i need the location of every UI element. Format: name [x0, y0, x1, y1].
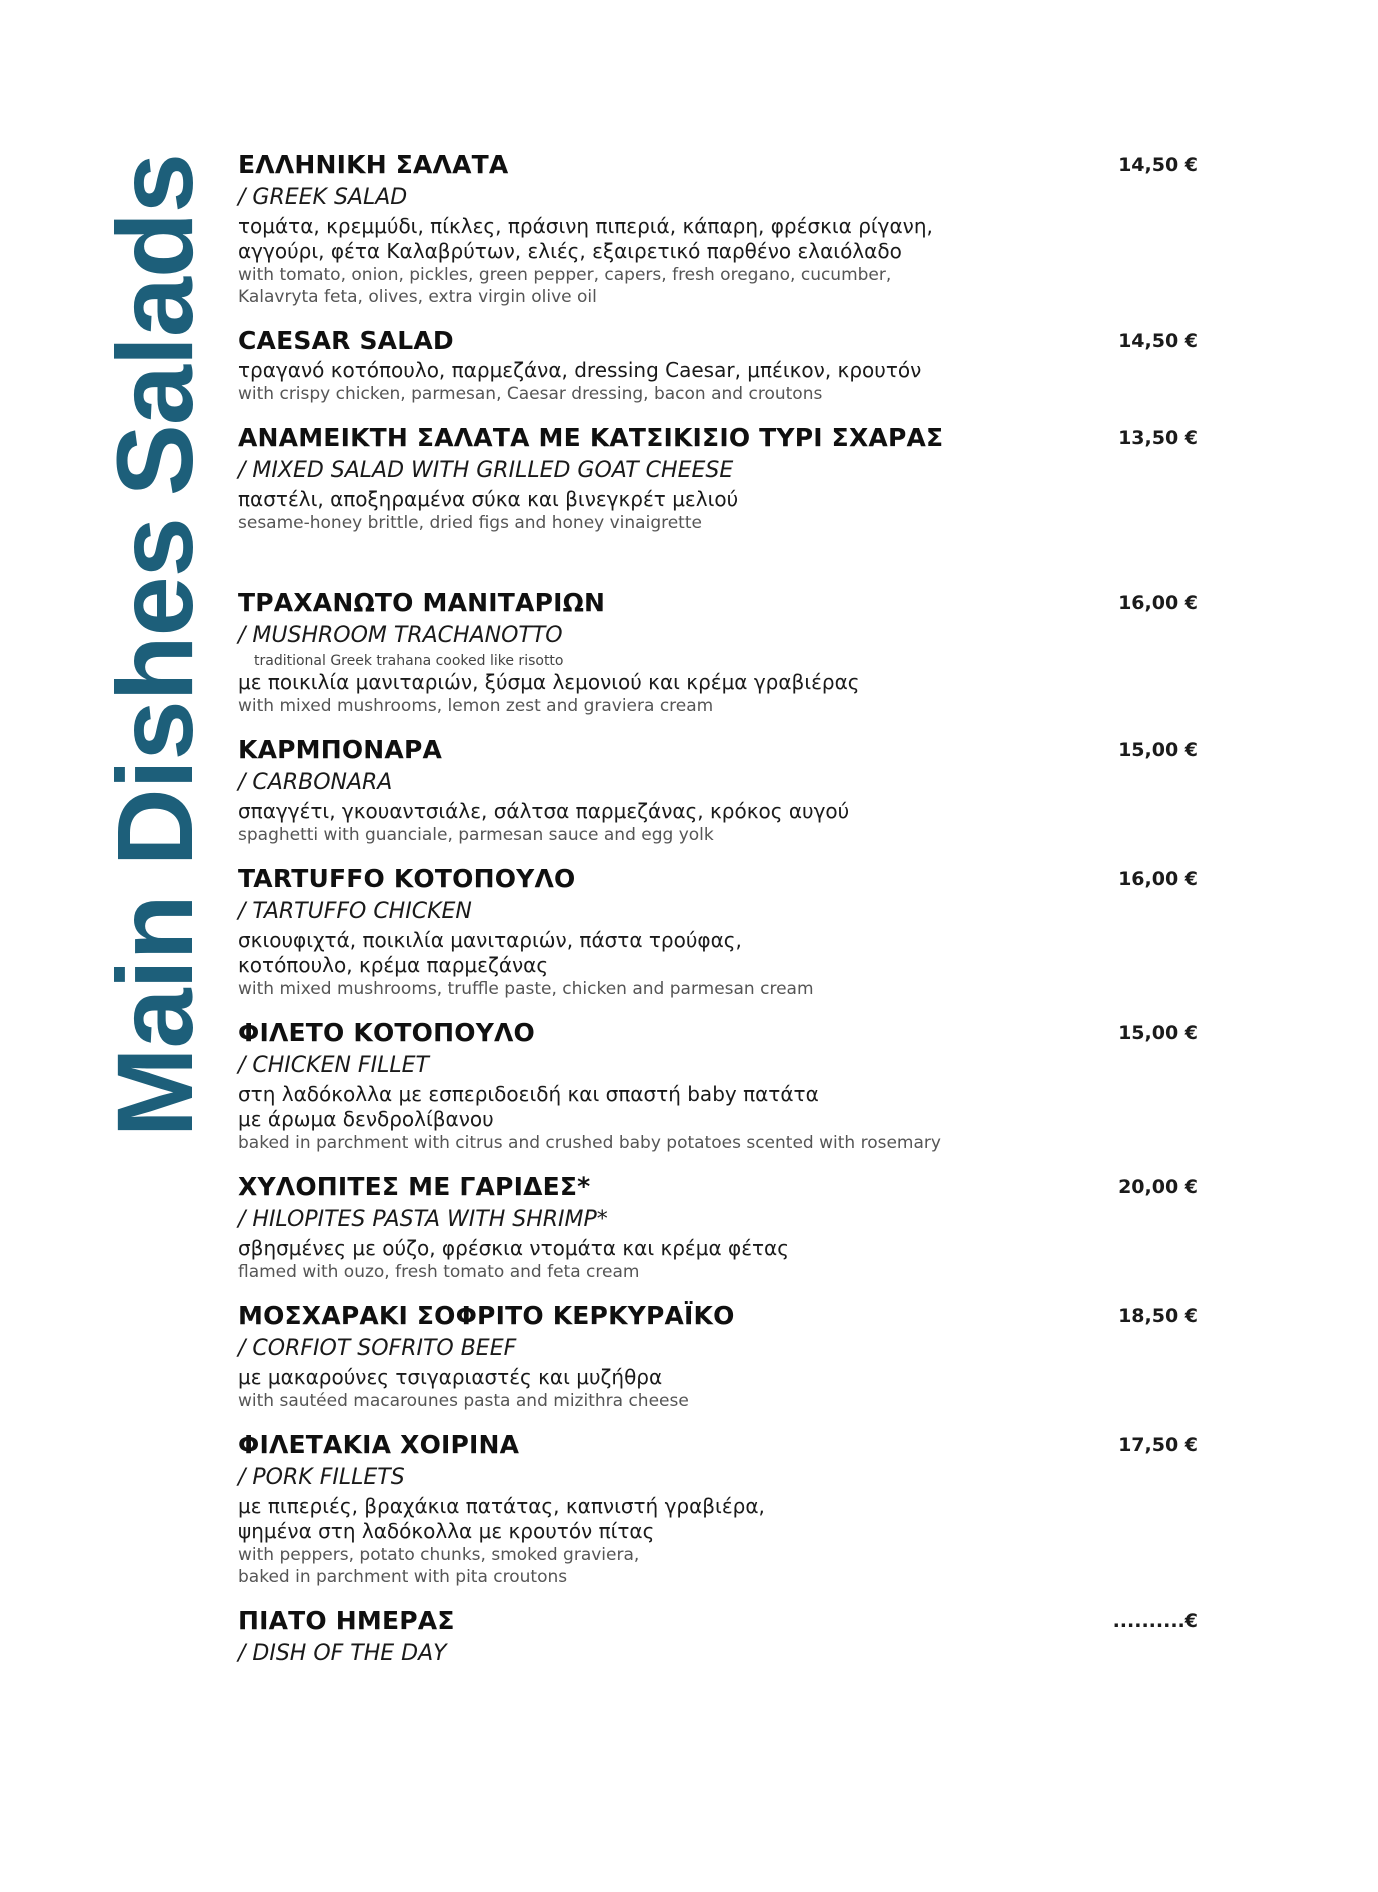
description-line: with sautéed macarounes pasta and mizithra cheese — [238, 1391, 689, 1411]
description-line: with crispy chicken, parmesan, Caesar dressing, bacon and croutons — [238, 384, 823, 404]
item-description-english — [238, 383, 998, 405]
item-subtitle: / DISH OF THE DAY — [238, 1641, 447, 1666]
description-line: με ποικιλία μανιταριών, ξύσμα λεμονιού και κρέμα γραβιέρας — [238, 670, 860, 694]
item-subtitle: / CARBONARA — [238, 770, 393, 795]
description-line: σβησμένες με ούζο, φρέσκια ντομάτα και κρέμα φέτας — [238, 1236, 789, 1260]
menu-item — [238, 862, 1198, 1000]
section-side-title — [94, 154, 215, 1354]
menu-item — [238, 1299, 1198, 1412]
item-note: traditional Greek trahana cooked like risotto — [254, 653, 564, 669]
description-line: παστέλι, αποξηραμένα σύκα και βινεγκρέτ μελιού — [238, 487, 739, 511]
item-description-greek — [238, 1365, 998, 1390]
description-line: baked in parchment with pita croutons — [238, 1567, 568, 1587]
item-description-greek — [238, 358, 998, 383]
item-title: ΦΙΛΕΤΑΚΙΑ ΧΟΙΡΙΝΑ — [238, 1430, 520, 1459]
item-price: 15,00 € — [1118, 1022, 1198, 1044]
item-description-greek — [238, 928, 998, 978]
item-subtitle: / CORFIOT SOFRITO BEEF — [238, 1336, 517, 1361]
item-description-greek — [238, 214, 998, 264]
description-line: τραγανό κοτόπουλο, παρμεζάνα, dressing Caesar, μπέικον, κρουτόν — [238, 358, 922, 382]
item-description-english — [238, 1132, 998, 1154]
item-subtitle: / HILOPITES PASTA WITH SHRIMP* — [238, 1207, 608, 1232]
item-description-greek — [238, 670, 998, 695]
item-title: CAESAR SALAD — [238, 326, 454, 355]
item-title: ΤΡΑΧΑΝΩΤΟ ΜΑΝΙΤΑΡΙΩΝ — [238, 588, 606, 617]
item-price: 15,00 € — [1118, 739, 1198, 761]
item-title: ΧΥΛΟΠΙΤΕΣ ΜΕ ΓΑΡΙΔΕΣ* — [238, 1172, 591, 1201]
item-description-english — [238, 1261, 998, 1283]
menu-item — [238, 421, 1198, 534]
item-subtitle: / CHICKEN FILLET — [238, 1053, 429, 1078]
item-price: 13,50 € — [1118, 427, 1198, 449]
item-description-greek — [238, 799, 998, 824]
item-price: 14,50 € — [1118, 330, 1198, 352]
item-title: ΜΟΣΧΑΡΑΚΙ ΣΟΦΡΙΤΟ ΚΕΡΚΥΡΑΪΚΟ — [238, 1301, 735, 1330]
item-description-greek — [238, 1082, 998, 1132]
menu-item — [238, 148, 1198, 308]
description-line: σπαγγέτι, γκουαντσιάλε, σάλτσα παρμεζάνας, κρόκος αυγού — [238, 799, 850, 823]
menu-item — [238, 1428, 1198, 1588]
menu — [238, 148, 1198, 1670]
description-line: with mixed mushrooms, truffle paste, chicken and parmesan cream — [238, 979, 814, 999]
item-description-english — [238, 978, 998, 1000]
item-description-greek — [238, 1236, 998, 1261]
item-title: TARTUFFO ΚΟΤΟΠΟΥΛΟ — [238, 864, 576, 893]
item-title: ΑΝΑΜΕΙΚΤΗ ΣΑΛΑΤΑ ΜΕ ΚΑΤΣΙΚΙΣΙΟ ΤΥΡΙ ΣΧΑΡΑΣ — [238, 423, 944, 452]
description-line: κοτόπουλο, κρέμα παρμεζάνας — [238, 953, 549, 977]
main-dishes-heading: Main Dishes — [94, 518, 215, 1138]
item-title: ΕΛΛΗΝΙΚΗ ΣΑΛΑΤΑ — [238, 150, 509, 179]
item-description-english — [238, 1544, 998, 1588]
description-line: with tomato, onion, pickles, green pepper, capers, fresh oregano, cucumber, — [238, 265, 892, 285]
item-description-english — [238, 1390, 998, 1412]
description-line: baked in parchment with citrus and crushed baby potatoes scented with rosemary — [238, 1133, 941, 1153]
item-price: 20,00 € — [1118, 1176, 1198, 1198]
description-line: flamed with ouzo, fresh tomato and feta cream — [238, 1262, 640, 1282]
menu-item — [238, 1604, 1198, 1670]
description-line: sesame-honey brittle, dried figs and honey vinaigrette — [238, 513, 702, 533]
description-line: ψημένα στη λαδόκολλα με κρουτόν πίτας — [238, 1519, 655, 1543]
item-subtitle: / TARTUFFO CHICKEN — [238, 899, 472, 924]
item-price: 16,00 € — [1118, 592, 1198, 614]
item-price: 14,50 € — [1118, 154, 1198, 176]
main-dishes-section — [238, 586, 1198, 1670]
menu-item — [238, 324, 1198, 405]
item-price: 18,50 € — [1118, 1305, 1198, 1327]
description-line: σκιουφιχτά, ποικιλία μανιταριών, πάστα τρούφας, — [238, 928, 742, 952]
salads-section — [238, 148, 1198, 534]
description-line: Kalavryta feta, olives, extra virgin olive oil — [238, 287, 597, 307]
description-line: spaghetti with guanciale, parmesan sauce and egg yolk — [238, 825, 714, 845]
description-line: τομάτα, κρεμμύδι, πίκλες, πράσινη πιπεριά, κάπαρη, φρέσκια ρίγανη, — [238, 214, 933, 238]
menu-item — [238, 1170, 1198, 1283]
item-title: ΠΙΑΤΟ ΗΜΕΡΑΣ — [238, 1606, 455, 1635]
salads-heading: Salads — [94, 154, 215, 497]
item-title: ΦΙΛΕΤΟ ΚΟΤΟΠΟΥΛΟ — [238, 1018, 535, 1047]
description-line: with mixed mushrooms, lemon zest and graviera cream — [238, 696, 714, 716]
item-description-greek — [238, 1494, 998, 1544]
item-subtitle: / GREEK SALAD — [238, 185, 408, 210]
description-line: με άρωμα δενδρολίβανου — [238, 1107, 494, 1131]
item-subtitle: / MIXED SALAD WITH GRILLED GOAT CHEESE — [238, 458, 734, 483]
item-price: ..........€ — [1112, 1610, 1198, 1632]
description-line: με μακαρούνες τσιγαριαστές και μυζήθρα — [238, 1365, 663, 1389]
menu-item — [238, 1016, 1198, 1154]
item-title: ΚΑΡΜΠΟΝΑΡΑ — [238, 735, 443, 764]
description-line: με πιπεριές, βραχάκια πατάτας, καπνιστή γραβιέρα, — [238, 1494, 765, 1518]
item-description-english — [238, 512, 998, 534]
item-description-english — [238, 264, 998, 308]
item-description-english — [238, 824, 998, 846]
item-subtitle: / MUSHROOM TRACHANOTTO — [238, 623, 563, 648]
description-line: στη λαδόκολλα με εσπεριδοειδή και σπαστή baby πατάτα — [238, 1082, 819, 1106]
item-description-english — [238, 695, 998, 717]
menu-item — [238, 733, 1198, 846]
menu-item — [238, 586, 1198, 717]
description-line: with peppers, potato chunks, smoked graviera, — [238, 1545, 640, 1565]
item-subtitle: / PORK FILLETS — [238, 1465, 405, 1490]
item-price: 17,50 € — [1118, 1434, 1198, 1456]
description-line: αγγούρι, φέτα Καλαβρύτων, ελιές, εξαιρετικό παρθένο ελαιόλαδο — [238, 239, 902, 263]
item-description-greek — [238, 487, 998, 512]
item-price: 16,00 € — [1118, 868, 1198, 890]
